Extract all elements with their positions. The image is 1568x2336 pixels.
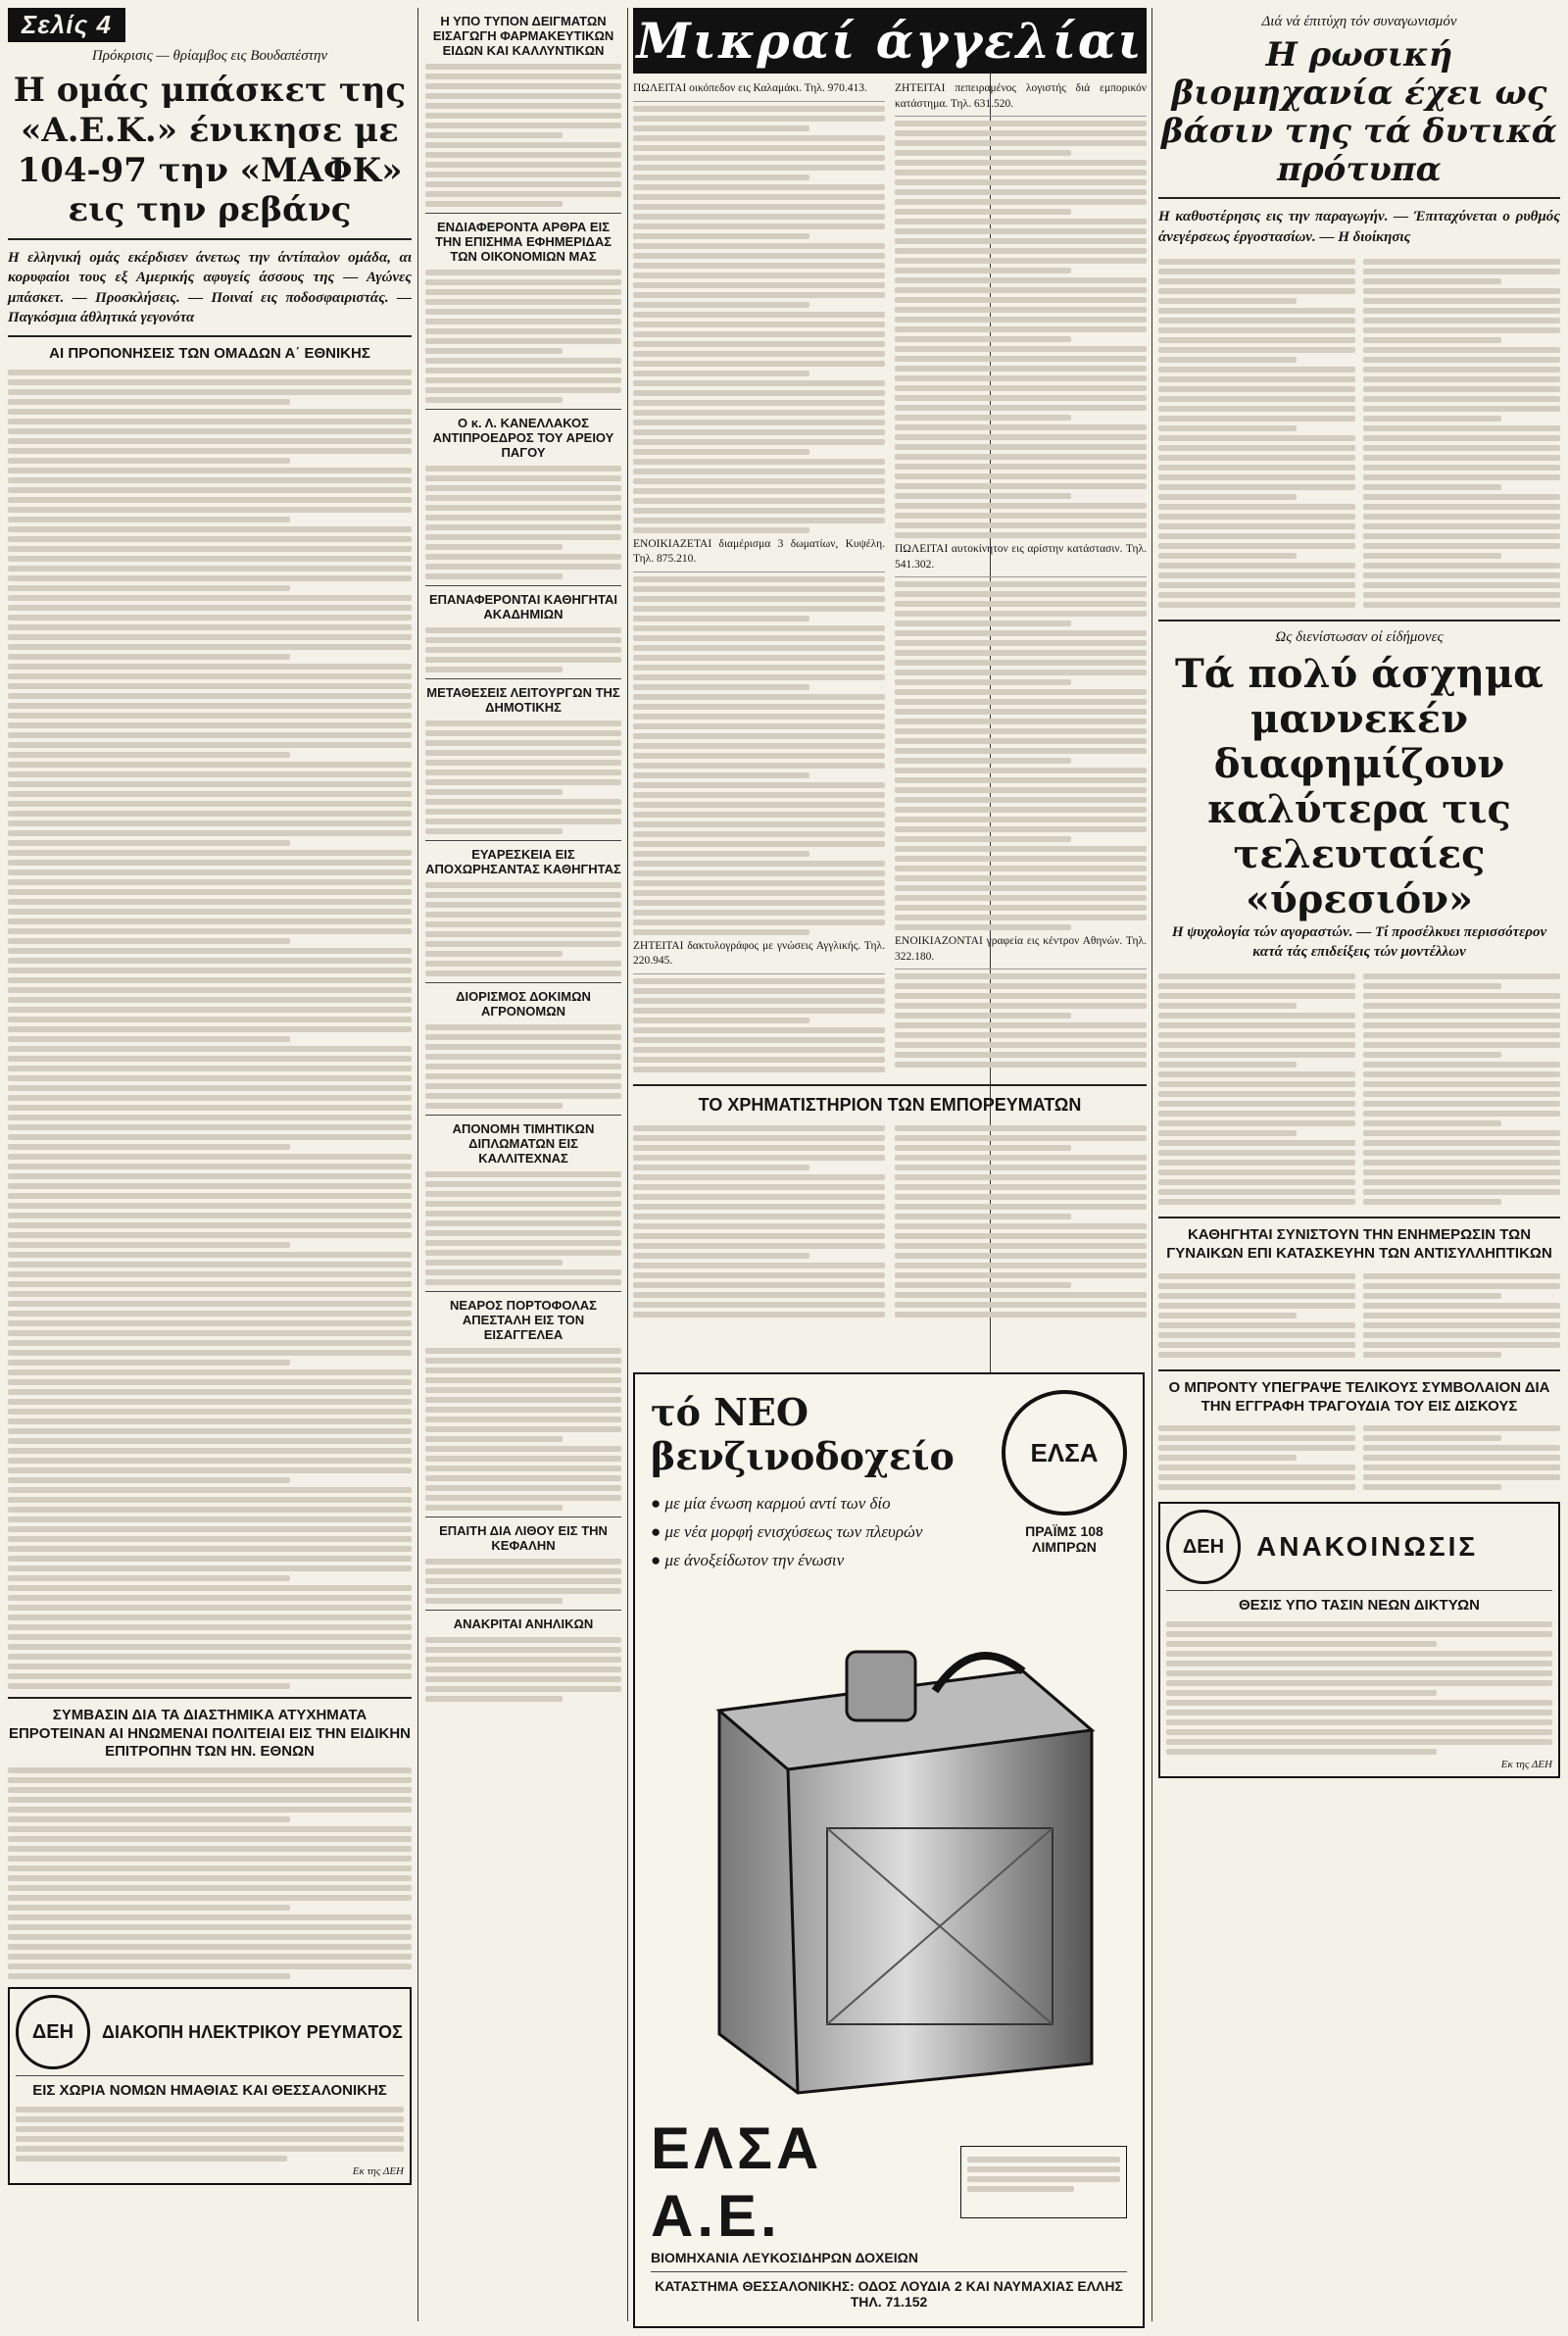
article-body-space xyxy=(8,1767,412,1979)
classified-ad: ΕΝΟΙΚΙΑΖΟΝΤΑΙ γραφεία εις κέντρον Αθηνών. Τηλ. 322.180. xyxy=(895,934,1147,969)
headline-court: Ο κ. Λ. ΚΑΝΕΛΛΑΚΟΣ ΑΝΤΙΠΡΟΕΔΡΟΣ ΤΟΥ ΑΡΕΙΟΥ ΠΑΓΟΥ xyxy=(432,416,614,460)
brand-subtitle: ΒΙΟΜΗΧΑΝΙΑ ΛΕΥΚΟΣΙΔΗΡΩΝ ΔΟΧΕΙΩΝ xyxy=(651,2249,918,2265)
headline-beggar: ΕΠΑΙΤΗ ΔΙΑ ΛΙΘΟΥ ΕΙΣ ΤΗΝ ΚΕΦΑΛΗΝ xyxy=(439,1523,608,1553)
jerrycan-image xyxy=(651,1593,1131,2103)
column-features xyxy=(1158,8,1560,1786)
capacity-badge: ΠΡΑΪΜΣ 108 ΛΙΜΠΡΩΝ xyxy=(1025,1523,1103,1555)
classified-ad: ΠΩΛΕΙΤΑΙ οικόπεδον εις Καλαμάκι. Τηλ. 970.413. xyxy=(633,81,885,102)
headline-transfers: ΜΕΤΑΘΕΣΕΙΣ ΛΕΙΤΟΥΡΓΩΝ ΤΗΣ ΔΗΜΟΤΙΚΗΣ xyxy=(426,685,620,715)
headline-pickpocket: ΝΕΑΡΟΣ ΠΟΡΤΟΦΟΛΑΣ ΑΠΕΣΤΑΛΗ ΕΙΣ ΤΟΝ ΕΙΣΑΓΓΕΛΕΑ xyxy=(450,1298,597,1342)
elsa-logo: ΕΛΣΑ xyxy=(1002,1390,1127,1516)
classified-ad: ΕΝΟΙΚΙΑΖΕΤΑΙ διαμέρισμα 3 δωματίων, Κυψέλη. Τηλ. 875.210. xyxy=(633,537,885,572)
deh-logo: ΔΕΗ xyxy=(16,1995,90,2069)
classifieds-banner: Μικραί άγγελίαι xyxy=(633,8,1147,74)
elsa-advertisement xyxy=(633,1372,1145,2328)
announcement-signature: Εκ της ΔΕΗ xyxy=(1500,1759,1552,1771)
ad-bullet: ● με άνοξείδωτον την ένωσιν xyxy=(651,1550,845,1569)
ad-bullet: ● με νέα μορφή ενισχύσεως των πλευρών xyxy=(651,1521,923,1541)
notice-signature: Εκ της ΔΕΗ xyxy=(352,2164,404,2177)
headline-academies: ΕΠΑΝΑΦΕΡΟΝΤΑΙ ΚΑΘΗΓΗΤΑΙ ΑΚΑΔΗΜΙΩΝ xyxy=(428,592,618,621)
headline-pharma: Η ΥΠΟ ΤΥΠΟΝ ΔΕΙΓΜΑΤΩΝ ΕΙΣΑΓΩΓΗ ΦΑΡΜΑΚΕΥΤΙΚΩΝ ΕΙΔΩΝ ΚΑΙ ΚΑΛΛΥΝΤΙΚΩΝ xyxy=(432,14,614,58)
notice-subtitle: ΕΙΣ ΧΩΡΙΑ ΝΟΜΩΝ ΗΜΑΘΙΑΣ ΚΑΙ ΘΕΣΣΑΛΟΝΙΚΗΣ xyxy=(32,2082,387,2100)
lede-fashion: Η ψυχολογία τών αγοραστών. — Τί προσέλκυει περισσότερον κατά τάς επιδείξεις τών μοντέλλων xyxy=(1171,923,1547,961)
headline-russia: Η ρωσική βιομηχανία έχει ως βάσιν της τά δυτικά πρότυπα xyxy=(1161,35,1557,190)
headline-juvenile: ΑΝΑΚΡΙΤΑΙ ΑΝΗΛΙΚΩΝ xyxy=(453,1616,594,1631)
column-sports xyxy=(8,8,412,2193)
headline-teachers: ΕΥΑΡΕΣΚΕΙΑ ΕΙΣ ΑΠΟΧΩΡΗΣΑΝΤΑΣ ΚΑΘΗΓΗΤΑΣ xyxy=(425,847,621,876)
lede-russia: Η καθυστέρησις εις την παραγωγήν. — Έπιταχύνεται ο ρυθμός άνεγέρσεως έργοστασίων. — Η διοίκησις xyxy=(1158,209,1560,245)
classifieds-section xyxy=(633,8,1147,1321)
store-address: ΚΑΤΑΣΤΗΜΑ ΘΕΣΣΑΛΟΝΙΚΗΣ: ΟΔΟΣ ΛΟΥΔΙΑ 2 ΚΑΙ ΝΑΥΜΑΧΙΑΣ ΕΛΛΗΣ ΤΗΛ. 71.152 xyxy=(655,2277,1123,2310)
headline-agronomists: ΔΙΟΡΙΣΜΟΣ ΔΟΚΙΜΩΝ ΑΓΡΟΝΟΜΩΝ xyxy=(456,989,591,1019)
lede: Η ελληνική ομάς εκέρδισεν άνετως την άντίπαλον ομάδα, αι κορυφαίοι τους εξ Αμερικής αφυγείς άσσους της — Αγώνες μπάσκετ. — Προσκλήσεις. — Ποιναί εις ποδοσφαιριστάς. — Παγκόσμια άθλητικά γεγονότα xyxy=(8,250,412,325)
fine-print-box xyxy=(960,2146,1127,2218)
article-body xyxy=(8,370,412,1689)
subheadline-space-treaty: ΣΥΜΒΑΣΙΝ ΔΙΑ ΤΑ ΔΙΑΣΤΗΜΙΚΑ ΑΤΥΧΗΜΑΤΑ ΕΠΡΟΤΕΙΝΑΝ ΑΙ ΗΝΩΜΕΝΑΙ ΠΟΛΙΤΕΙΑΙ ΕΙΣ ΤΗΝ ΕΙΔΙΚΗΝ ΕΠΙΤΡΟΠΗΝ ΤΩΝ ΗΝ. ΕΘΝΩΝ xyxy=(8,1706,412,1761)
brand-name: ΕΛΣΑ Α.Ε. xyxy=(651,2114,823,2249)
page-number-tag: Σελίς 4 xyxy=(8,8,125,42)
ad-bullet: ● με μία ένωση καρμού αντί των δίο xyxy=(651,1494,891,1513)
announcement-box xyxy=(1158,1502,1560,1778)
classified-ad: ΠΩΛΕΙΤΑΙ αυτοκίνητον εις αρίστην κατάστασιν. Τηλ. 541.302. xyxy=(895,542,1147,577)
classified-ad: ΖΗΤΕΙΤΑΙ πεπειραμένος λογιστής διά εμπορικόν κατάστημα. Τηλ. 631.520. xyxy=(895,81,1147,117)
commodity-exchange-headline: ΤΟ ΧΡΗΜΑΤΙΣΤΗΡΙΟΝ ΤΩΝ ΕΜΠΟΡΕΥΜΑΤΩΝ xyxy=(698,1094,1082,1115)
headline-brody: Ο ΜΠΡΟΝΤΥ ΥΠΕΓΡΑΨΕ ΤΕΛΙΚΟΥΣ ΣΥΜΒΟΛΑΙΟΝ ΔΙΑ ΤΗΝ ΕΓΓΡΑΦΗ ΤΡΑΓΟΥΔΙΑ ΤΟΥ ΕΙΣ ΔΙΣΚΟΥΣ xyxy=(1168,1378,1550,1415)
kicker-fashion: Ως διενίστωσαν οί είδήμονες xyxy=(1275,628,1444,645)
headline-contraceptives: ΚΑΘΗΓΗΤΑΙ ΣΥΝΙΣΤΟΥΝ ΤΗΝ ΕΝΗΜΕΡΩΣΙΝ ΤΩΝ ΓΥΝΑΙΚΩΝ ΕΠΙ ΚΑΤΑΣΚΕΥΗΝ ΤΩΝ ΑΝΤΙΣΥΛΛΗΠΤΙΚΩΝ xyxy=(1166,1226,1552,1263)
kicker: Πρόκρισις — θρίαμβος εις Βουδαπέστην xyxy=(91,48,328,64)
main-headline: Η ομάς μπάσκετ της «Α.Ε.Κ.» ένικησε με 104-97 την «ΜΑΦΚ» εις την ρεβάνς xyxy=(13,71,407,230)
deh-logo: ΔΕΗ xyxy=(1166,1510,1241,1584)
headline-fashion: Τά πολύ άσχημα μαννεκέν διαφημίζουν καλύτερα τις τελευταίες «ύρεσιόν» xyxy=(1175,650,1544,922)
announcement-subtitle: ΘΕΣΙΣ ΥΠΟ ΤΑΣΙΝ ΝΕΩΝ ΔΙΚΤΥΩΝ xyxy=(1238,1597,1480,1615)
kicker-russia: Διά νά έπιτύχη τόν συναγωνισμόν xyxy=(1261,14,1457,29)
subheadline: ΑΙ ΠΡΟΠΟΝΗΣΕΙΣ ΤΩΝ ΟΜΑΔΩΝ Α΄ ΕΘΝΙΚΗΣ xyxy=(49,345,370,363)
headline-gazette: ΕΝΔΙΑΦΕΡΟΝΤΑ ΑΡΘΡΑ ΕΙΣ ΤΗΝ ΕΠΙΣΗΜΑ ΕΦΗΜΕΡΙΔΑΣ ΤΩΝ ΟΙΚΟΝΟΜΙΩΝ ΜΑΣ xyxy=(434,220,612,264)
column-news xyxy=(425,8,621,1706)
classified-ad: ΖΗΤΕΙΤΑΙ δακτυλογράφος με γνώσεις Αγγλικής. Τηλ. 220.945. xyxy=(633,939,885,974)
ad-title: τό ΝΕΟ βενζινοδοχείο xyxy=(651,1390,955,1478)
power-outage-notice xyxy=(8,1987,412,2185)
headline-artists: ΑΠΟΝΟΜΗ ΤΙΜΗΤΙΚΩΝ ΔΙΠΛΩΜΑΤΩΝ ΕΙΣ ΚΑΛΛΙΤΕΧΝΑΣ xyxy=(452,1121,595,1166)
notice-title: ΔΙΑΚΟΠΗ ΗΛΕΚΤΡΙΚΟΥ ΡΕΥΜΑΤΟΣ xyxy=(102,2021,403,2042)
announcement-title: ΑΝΑΚΟΙΝΩΣΙΣ xyxy=(1256,1531,1479,1563)
